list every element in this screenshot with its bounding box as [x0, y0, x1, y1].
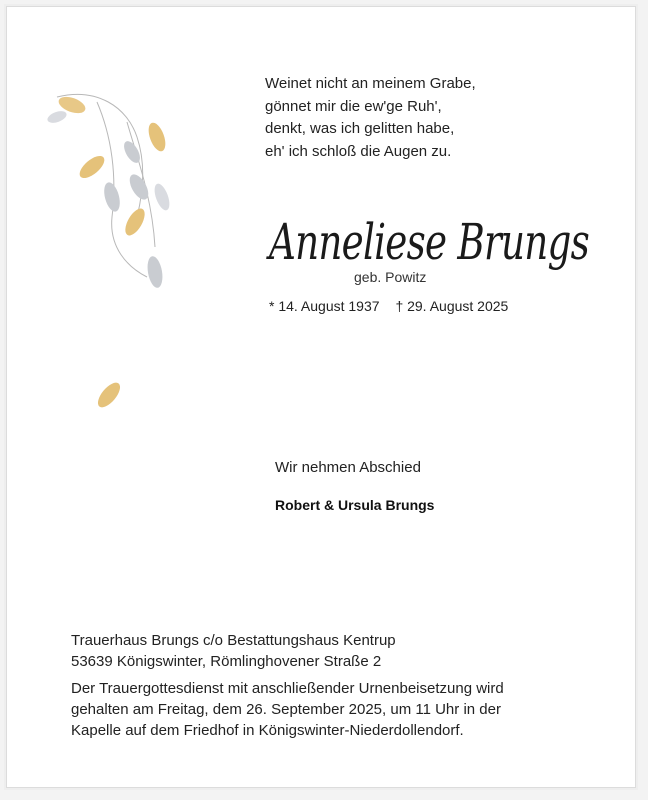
service-line: Der Trauergottesdienst mit anschließender Urnenbeisetzung wird: [71, 680, 504, 697]
leaf-icon: [46, 109, 68, 125]
poem-line: denkt, was ich gelitten habe,: [265, 120, 455, 137]
deceased-name-text: Anneliese Brungs: [266, 213, 589, 271]
death-date: † 29. August 2025: [395, 298, 509, 314]
maiden-name: geb. Powitz: [354, 269, 427, 285]
deceased-name: [265, 187, 595, 297]
mourners-names: Robert & Ursula Brungs: [275, 497, 435, 513]
obituary-card: [6, 6, 636, 788]
poem-line: eh' ich schloß die Augen zu.: [265, 142, 452, 160]
funeral-service-info: [71, 678, 504, 741]
leaf-icon: [121, 139, 143, 166]
address-line: Trauerhaus Brungs c/o Bestattungshaus Kentrup: [71, 632, 396, 649]
poem-line: Weinet nicht an meinem Grabe,: [265, 75, 476, 92]
deceased-name-svg: [265, 187, 595, 297]
poem: [265, 73, 476, 163]
leaf-icon: [152, 182, 173, 212]
leaf-branch-decoration: [37, 77, 187, 437]
farewell-text: Wir nehmen Abschied: [275, 459, 421, 476]
leaf-icon: [101, 181, 122, 214]
life-dates: [269, 298, 508, 314]
leaf-icon: [145, 121, 168, 154]
leaf-icon: [121, 206, 148, 239]
service-line: gehalten am Freitag, dem 26. September 2025, um 11 Uhr in der: [71, 701, 501, 718]
leaf-icon: [94, 379, 124, 411]
birth-date: * 14. August 1937: [269, 298, 380, 314]
mourning-house-address: [71, 630, 396, 672]
leaf-icon: [76, 152, 108, 182]
service-line: Kapelle auf dem Friedhof in Königswinter-Niederdollendorf.: [71, 722, 464, 739]
address-line: 53639 Königswinter, Römlinghovener Straße 2: [71, 653, 382, 670]
leaf-icon: [145, 255, 164, 289]
poem-line: gönnet mir die ew'ge Ruh',: [265, 97, 442, 115]
